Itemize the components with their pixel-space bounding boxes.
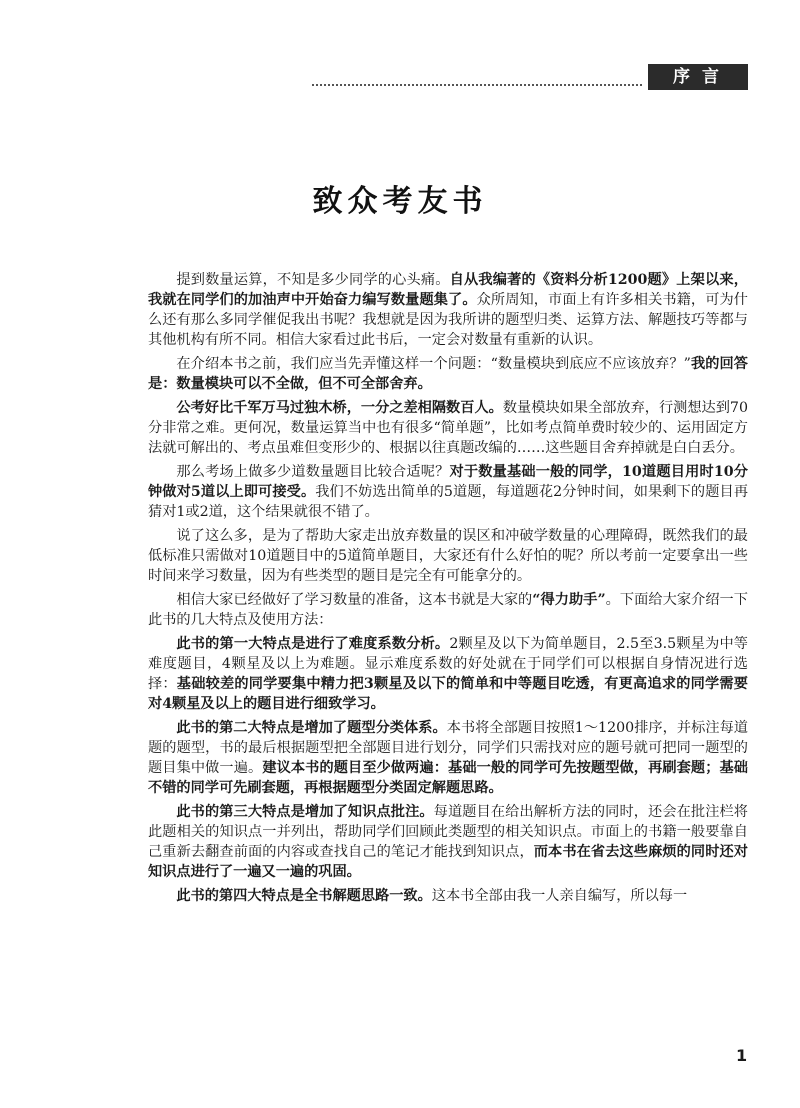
paragraph [148,526,748,586]
paragraph [148,398,748,458]
text-segment: 。下面给大家介绍一下此书的几大特点及使用方法： [148,592,748,628]
page-number: 1 [736,1046,748,1065]
paragraph [148,270,748,350]
text-segment: 我们不妨选出简单的5道题，每道题花2分钟时间，如果剩下的题目再猜对1或2道，这个结果就很不错了。 [148,484,749,520]
paragraph [148,590,748,630]
paragraph [148,462,748,522]
text-segment: 本书将全部题目按照1～1200排序，并标注每道题的题型，书的最后根据题型把全部题目进行划分，同学们只需找对应的题号就可把同一题型的题目集中做一遍。 [148,720,748,776]
text-segment: 说了这么多，是为了帮助大家走出放弃数量的误区和冲破学数量的心理障碍，既然我们的最低标准只需做对10道题目中的5道简单题目，大家还有什么好怕的呢？所以考前一定要拿出一些时间来学习数量，因为有些类型的题目是完全有可能拿分的。 [148,528,748,584]
paragraph [148,718,748,798]
text-segment: 那么考场上做多少道数量题目比较合适呢？ [176,464,450,480]
bold-segment: 此书的第一大特点是进行了难度系数分析。 [176,636,450,652]
bold-segment: 公考好比千军万马过独木桥，一分之差相隔数百人。 [176,400,503,416]
paragraph [148,802,748,882]
paragraph [148,634,748,714]
text-segment: 2颗星及以下为简单题目，2.5至3.5颗星为中等难度题目，4颗星及以上为难题。显示难度系数的好处就在于同学们可以根据自身情况进行选择： [148,636,748,692]
bold-segment: 建议本书的题目至少做两遍：基础一般的同学可先按题型做，再刷套题；基础不错的同学可先刷套题，再根据题型分类固定解题思路。 [148,760,748,796]
section-tab: 序言 [648,64,748,90]
paragraph [148,886,748,906]
body-text [148,270,748,910]
page-title: 致众考友书 [312,184,488,219]
text-segment: 相信大家已经做好了学习数量的准备，这本书就是大家的 [176,592,533,608]
text-segment: 数量模块如果全部放弃，行测想达到70分非常之难。更何况，数量运算当中也有很多“简单题”，比如考点简单费时较少的、运用固定方法就可解出的、考点虽难但变形少的、根据以往真题改编的……这些题目舍弃掉就是白白丢分。 [148,400,748,456]
bold-segment: 我的回答是：数量模块可以不全做，但不可全部舍弃。 [148,356,748,392]
text-segment: 众所周知，市面上有许多相关书籍，可为什么还有那么多同学催促我出书呢？我想就是因为我所讲的题型归类、运算方法、解题技巧等都与其他机构有所不同。相信大家看过此书后，一定会对数量有重新的认识。 [148,292,748,348]
header-dotted-rule [312,84,642,86]
bold-segment: 而本书在省去这些麻烦的同时还对知识点进行了一遍又一遍的巩固。 [148,844,748,880]
bold-segment: 此书的第三大特点是增加了知识点批注。 [176,804,434,820]
bold-segment: “得力助手” [532,592,606,608]
bold-segment: 对于数量基础一般的同学，10道题目用时10分钟做对5道以上即可接受。 [148,464,748,500]
text-segment: 每道题目在给出解析方法的同时，还会在批注栏将此题相关的知识点一并列出，帮助同学们回顾此类题型的相关知识点。市面上的书籍一般要靠自己重新去翻查前面的内容或查找自己的笔记才能找到知识点， [148,804,748,860]
bold-segment: 基础较差的同学要集中精力把3颗星及以下的简单和中等题目吃透，有更高追求的同学需要对4颗星及以上的题目进行细致学习。 [148,676,748,712]
bold-segment: 此书的第二大特点是增加了题型分类体系。 [176,720,447,736]
paragraph [148,354,748,394]
text-segment: 提到数量运算，不知是多少同学的心头痛。 [176,272,450,288]
bold-segment: 自从我编著的《资料分析1200题》上架以来，我就在同学们的加油声中开始奋力编写数量题集了。 [148,272,748,308]
text-segment: 这本书全部由我一人亲自编写，所以每一 [431,888,688,904]
text-segment: 在介绍本书之前，我们应当先弄懂这样一个问题：“数量模块到底应不应该放弃？” [176,356,691,372]
bold-segment: 此书的第四大特点是全书解题思路一致。 [176,888,432,904]
